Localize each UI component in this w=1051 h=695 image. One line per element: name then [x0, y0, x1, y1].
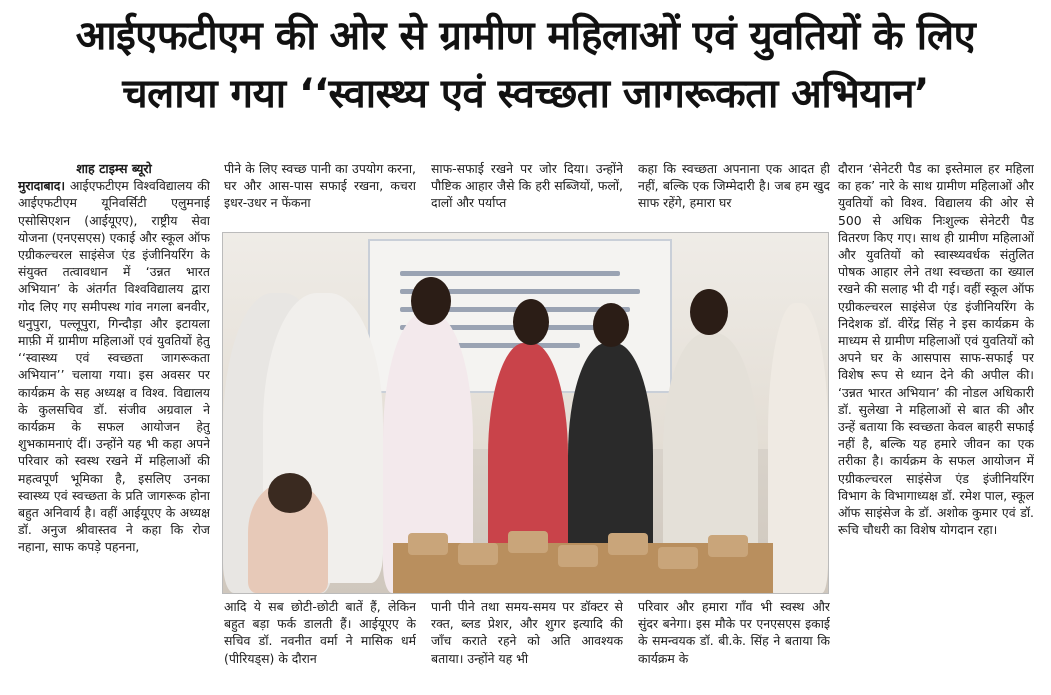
- column-2-top: [224, 160, 416, 230]
- column-5: [838, 160, 1034, 680]
- column-2-bottom: [224, 598, 416, 688]
- column-3-bottom-text: पानी पीने तथा समय-समय पर डॉक्टर से रक्त, ब्लड प्रेशर, और शुगर इत्यादि की जाँच कराते रहने को अति आवश्यक बताया। उन्होंने यह भी: [431, 599, 623, 666]
- headline-line-1: आईएफटीएम की ओर से ग्रामीण महिलाओं एवं युवतियों के लिए: [75, 13, 976, 59]
- column-2-bottom-text: आदि ये सब छोटी-छोटी बातें हैं, लेकिन बहुत बड़ा फर्क डालती हैं। आईयूएए के सचिव डॉ. नवनीत वर्मा ने मासिक धर्म (पीरियड्स) के दौरान: [224, 599, 416, 666]
- byline: शाह टाइम्स ब्यूरो: [76, 161, 152, 176]
- column-5-body: दौरान ‘सेनेटरी पैड का इस्तेमाल हर महिला का हक’ नारे के साथ ग्रामीण महिलाओं और युवतियों को विश्व. विद्यालय की ओर से 500 से अधिक निःशुल्क सेनेटरी पैड वितरण किए गए। साथ ही ग्रामीण महिलाओं और युवतियों को स्वास्थ्यवर्धक संतुलित पोषक आहार लेने तथा स्वच्छता का ख्याल रखने की सलाह भी दी गई। वहीं स्कूल ऑफ एग्रीकल्चरल साइंसेज एंड इंजीनियरिंग के निदेशक डॉ. वीरेंद्र सिंह ने इस कार्यक्रम के माध्यम से ग्रामीण महिलाओं एवं युवतियों को अपने घर के आसपास साफ-सफाई पर विशेष रूप से ध्यान देने की अपील की। ‘उन्नत भारत अभियान’ की नोडल अधिकारी डॉ. सुलेखा ने महिलाओं से बात की और उन्हें बताया कि स्वच्छता केवल बाहरी सफाई नहीं है, बल्कि यह हमारे जीवन का एक तरीका है। कार्यक्रम के सफल आयोजन में एग्रीकल्चरल साइंसेज एंड इंजीनियरिंग विभाग के विभागाध्यक्ष डॉ. रमेश पाल, स्कूल ऑफ साइंसेज के डॉ. अशोक कुमार एवं डॉ. रूचि चौधरी का विशेष योगदान रहा।: [838, 161, 1034, 538]
- column-3-bottom: [431, 598, 623, 688]
- person-right-edge: [768, 303, 828, 593]
- column-4-top: [638, 160, 830, 230]
- headline: [0, 10, 1051, 120]
- event-photo: [222, 232, 829, 594]
- column-1-body: आईएफटीएम विश्वविद्यालय की आईएफटीएम यूनिवर्सिटी एलुमनाई एसोसिएशन (आईयूएए), राष्ट्रीय सेवा योजना (एनएसएस) एकाई और स्कूल ऑफ एग्रीकल्चरल साइंसेज एंड इंजीनियरिंग के संयुक्त तत्वावधान में ‘उन्नत भारत अभियान’ के अंतर्गत विश्वविद्यालय द्वारा गोद लिए गए समीपस्थ गांव नगला बनवीर, धनुपुरा, पल्लूपुरा, गिन्दौड़ा और इटायला माफ़ी में ग्रामीण महिलाओं एवं युवतियों हेतु ‘‘स्वास्थ्य एवं स्वच्छता जागरूकता अभियान’’ चलाया गया। इस अवसर पर कार्यक्रम के सह अध्यक्ष व विश्व. विद्यालय के कुलसचिव डॉ. संजीव अग्रवाल ने कार्यक्रम के सफल आयोजन हेतु शुभकामनाएं दीं। उन्होंने यह भी कहा अपने परिवार को स्वस्थ रखने में महिलाओं की महत्वपूर्ण भूमिका है, इसलिए उनका स्वास्थ्य एवं स्वच्छता के प्रति जागरूक होना बहुत अनिवार्य है। वहीं आईयूएए के अध्यक्ष डॉ. अनुज श्रीवास्तव ने कहा कि रोज नहाना, साफ कपड़े पहनना,: [18, 178, 210, 555]
- dateline: मुरादाबाद।: [18, 178, 66, 194]
- column-4-top-text: कहा कि स्वच्छता अपनाना एक आदत ही नहीं, बल्कि एक जिम्मेदारी है। जब हम खुद साफ रहेंगे, हमारा घर: [638, 161, 830, 211]
- column-3-top: [431, 160, 623, 230]
- column-4-bottom: [638, 598, 830, 688]
- column-3-top-text: साफ-सफाई रखने पर जोर दिया। उन्होंने पौष्टिक आहार जैसे कि हरी सब्जियों, फलों, दालों और पर्याप्त: [431, 161, 623, 211]
- column-2-top-text: पीने के लिए स्वच्छ पानी का उपयोग करना, घर और आस-पास सफाई रखना, कचरा इधर-उधर न फेंकना: [224, 161, 416, 211]
- column-1: [18, 160, 210, 680]
- column-4-bottom-text: परिवार और हमारा गाँव भी स्वस्थ और सुंदर बनेगा। इस मौके पर एनएसएस इकाई के समन्वयक डॉ. बी.के. सिंह ने बताया कि कार्यक्रम के: [638, 599, 830, 666]
- headline-line-2: चलाया गया ‘‘स्वास्थ्य एवं स्वच्छता जागरूकता अभियान’: [122, 71, 929, 117]
